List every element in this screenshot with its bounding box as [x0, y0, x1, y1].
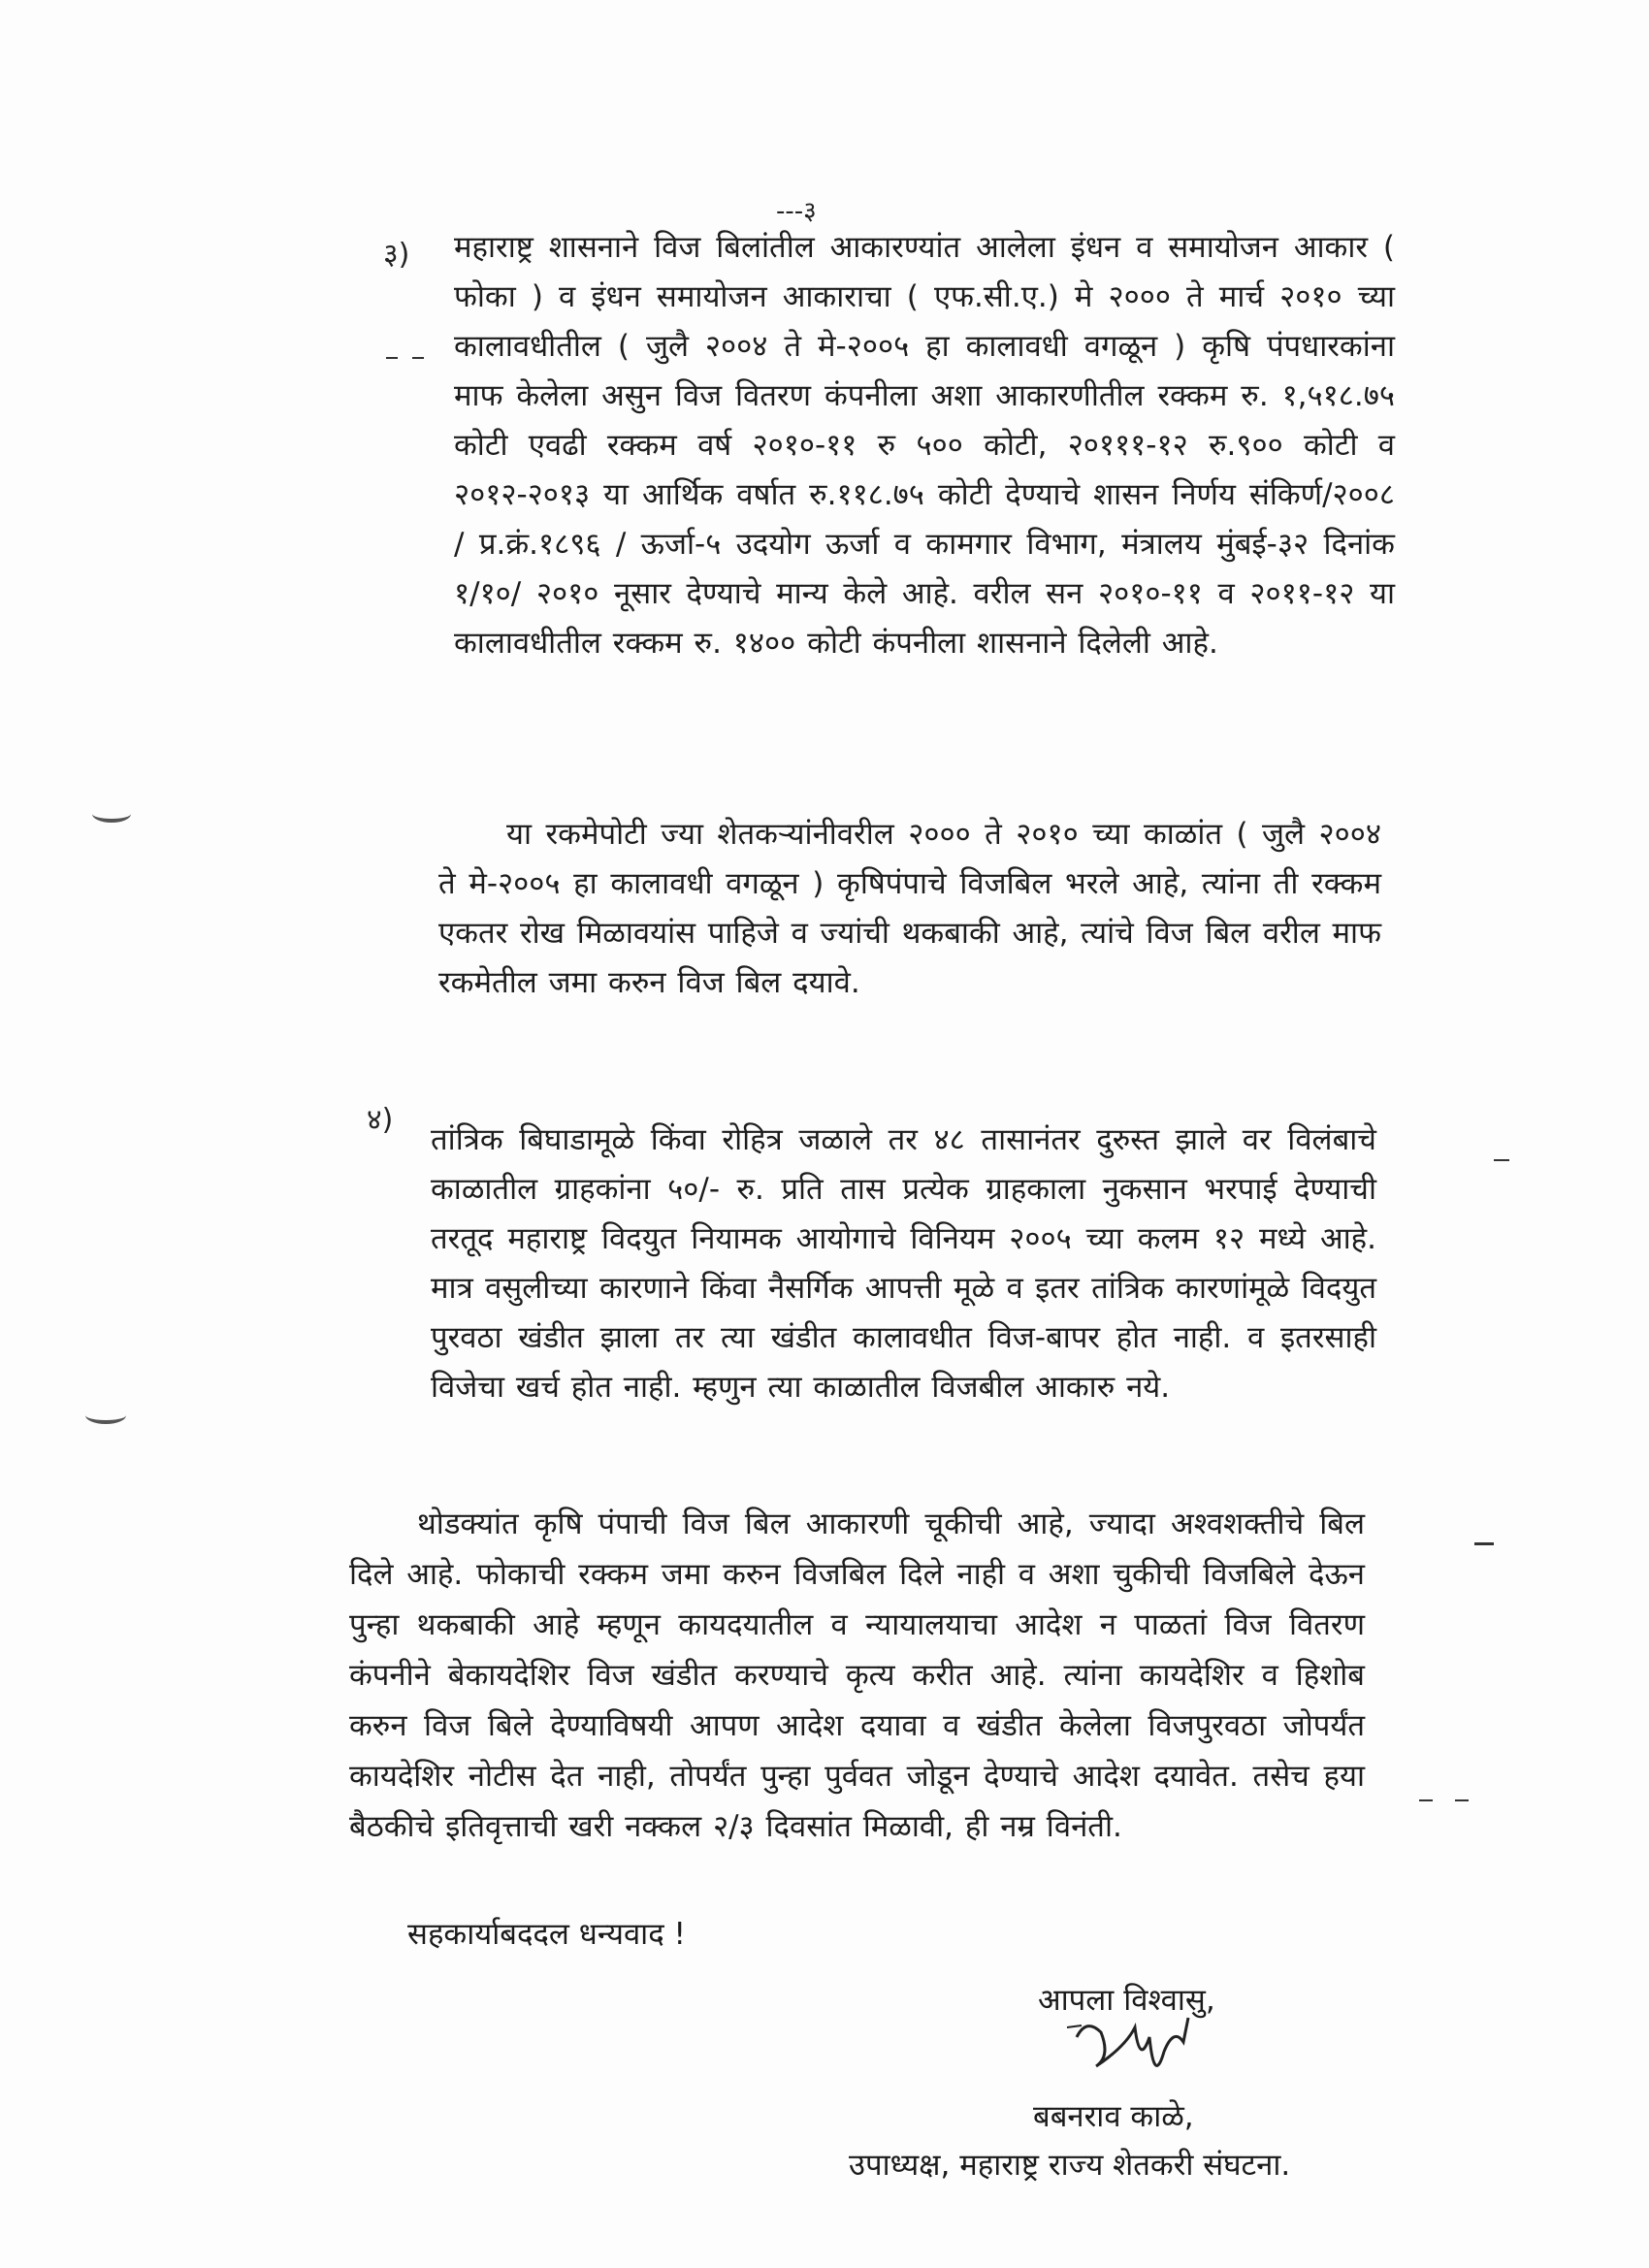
margin-mark	[412, 357, 424, 359]
margin-mark	[386, 357, 398, 359]
point-number-3: ३)	[383, 238, 410, 272]
scan-smudge	[85, 1407, 126, 1424]
margin-mark	[1494, 1159, 1509, 1161]
closing-line: आपला विश्वासु,	[1038, 1983, 1215, 2018]
scan-smudge	[92, 805, 131, 823]
margin-mark	[1419, 1799, 1433, 1801]
signatory-designation: उपाध्यक्ष, महाराष्ट्र राज्य शेतकरी संघटना.	[849, 2148, 1291, 2183]
page-number: ---३	[776, 197, 817, 226]
point-4-text: तांत्रिक बिघाडामूळे किंवा रोहित्र जळाले तर ४८ तासानंतर दुरुस्त झाले वर विलंबाचे काळातील ग्राहकांना ५०/- रु. प्रति तास प्रत्येक ग्राहकाला नुकसान भरपाई देण्याची तरतूद महाराष्ट्र विदयुत नियामक आयोगाचे विनियम २००५ च्या कलम १२ मध्ये आहे. मात्र वसुलीच्या कारणाने किंवा नैसर्गिक आपत्ती मूळे व इतर तांत्रिक कारणांमूळे विदयुत पुरवठा खंडीत झाला तर त्या खंडीत कालावधीत विज-बापर होत नाही. व इतरसाही विजेचा खर्च होत नाही. म्हणुन त्या काळातील विजबील आकारु नये.	[431, 1122, 1376, 1405]
point-number-4: ४)	[367, 1103, 394, 1137]
margin-mark	[1455, 1799, 1469, 1801]
point-3-text: महाराष्ट्र शासनाने विज बिलांतील आकारण्यांत आलेला इंधन व समायोजन आकार ( फोका ) व इंधन समायोजन आकाराचा ( एफ.सी.ए.) मे २००० ते मार्च २०१० च्या कालावधीतील ( जुलै २००४ ते मे-२००५ हा कालावधी वगळून ) कृषि पंपधारकांना माफ केलेला असुन विज वितरण कंपनीला अशा आकारणीतील रक्कम रु. १,५१८.७५ कोटी एवढी रक्कम वर्ष २०१०-११ रु ५०० कोटी, २०१११-१२ रु.९०० कोटी व २०१२-२०१३ या आर्थिक वर्षात रु.११८.७५ कोटी देण्याचे शासन निर्णय संकिर्ण/२००८ / प्र.क्रं.१८९६ / ऊर्जा-५ उदयोग ऊर्जा व कामगार विभाग, मंत्रालय मुंबई-३२ दिनांक १/१०/ २०१० नूसार देण्याचे मान्य केले आहे. वरील सन २०१०-११ व २०११-१२ या कालावधीतील रक्कम रु. १४०० कोटी कंपनीला शासनाने दिलेली आहे.	[454, 230, 1395, 661]
handwritten-signature	[1057, 1998, 1212, 2105]
point-3-followup-text: या रकमेपोटी ज्या शेतकऱ्यांनीवरील २००० ते २०१० च्या काळांत ( जुलै २००४ ते मे-२००५ हा कालावधी वगळून ) कृषिपंपाचे विजबिल भरले आहे, त्यांना ती रक्कम एकतर रोख मिळावयांस पाहिजे व ज्यांची थकबाकी आहे, त्यांचे विज बिल वरील माफ रकमेतील जमा करुन विज बिल दयावे.	[438, 817, 1381, 1000]
summary-paragraph: थोडक्यांत कृषि पंपाची विज बिल आकारणी चूकीची आहे, ज्यादा अश्वशक्तीचे बिल दिले आहे. फोकाची रक्कम जमा करुन विजबिल दिले नाही व अशा चुकीची विजबिले देऊन पुन्हा थकबाकी आहे म्हणून कायदयातील व न्यायालयाचा आदेश न पाळतां विज वितरण कंपनीने बेकायदेशिर विज खंडीत करण्याचे कृत्य करीत आहे. त्यांना कायदेशिर व हिशोब करुन विज बिले देण्याविषयी आपण आदेश दयावा व खंडीत केलेला विजपुरवठा जोपर्यंत कायदेशिर नोटीस देत नाही, तोपर्यंत पुन्हा पुर्ववत जोडून देण्याचे आदेश दयावेत. तसेच हया बैठकीचे इतिवृत्ताची खरी नक्कल २/३ दिवसांत मिळावी, ही नम्र विनंती.	[349, 1507, 1365, 1844]
thanks-line: सहकार्याबददल धन्यवाद !	[407, 1917, 686, 1952]
signatory-name: बबनराव काळे,	[1033, 2099, 1194, 2134]
margin-mark	[1474, 1542, 1494, 1545]
